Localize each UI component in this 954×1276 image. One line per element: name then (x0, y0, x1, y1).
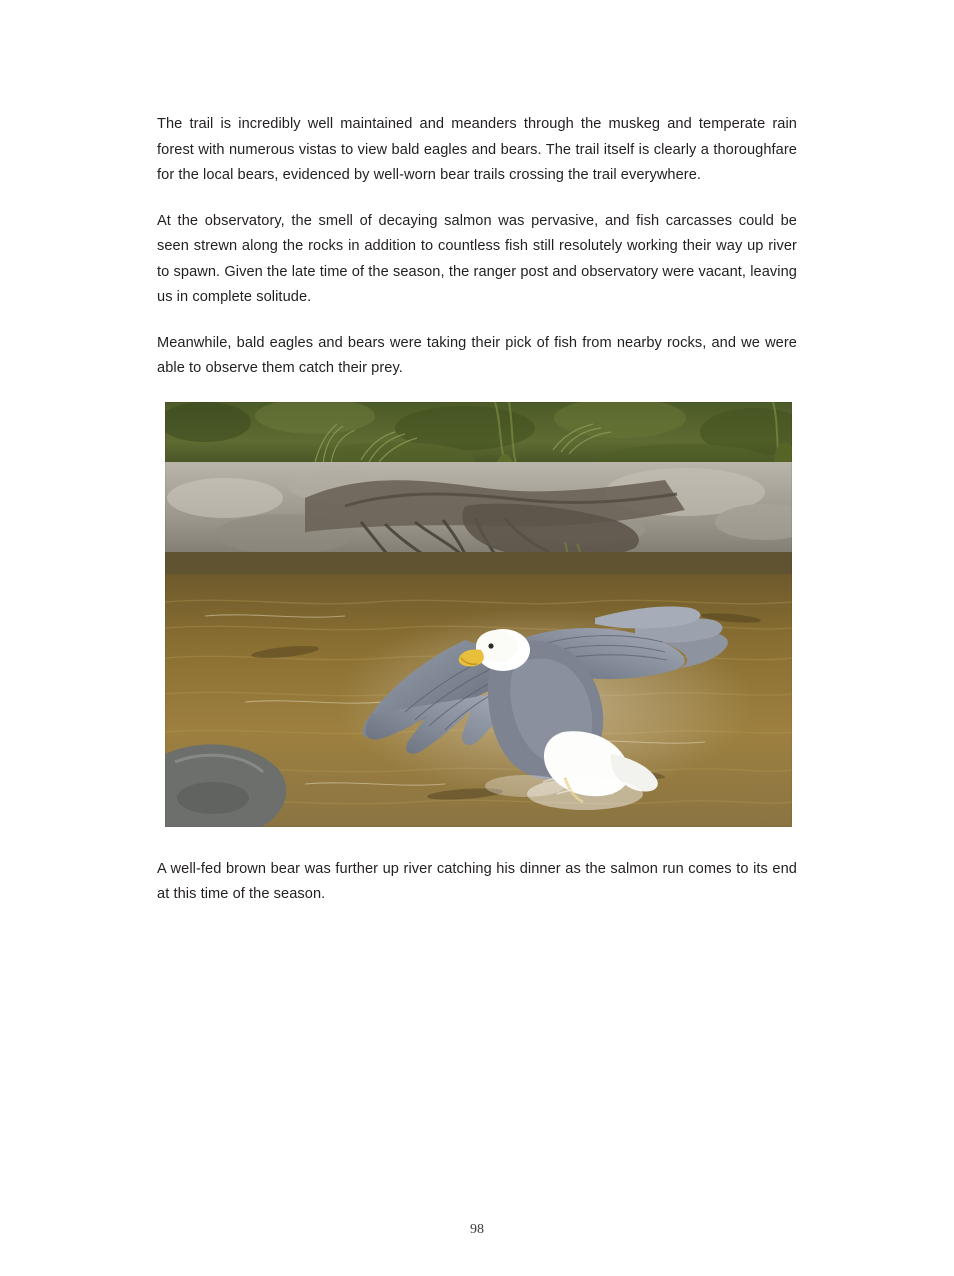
page-number: 98 (470, 1222, 484, 1237)
paragraph-3: Meanwhile, bald eagles and bears were taking their pick of fish from nearby rocks, and we were able to observe them catch their prey. (157, 334, 797, 376)
paragraph-1: The trail is incredibly well maintained and meanders through the muskeg and temperate rain forest with numerous vistas to view bald eagles and bears. The trail itself is clearly a thoroughfare for the local bears, evidenced by well-worn bear trails crossing the trail everywhere. (157, 116, 797, 183)
paragraph-2: At the observatory, the smell of decaying salmon was pervasive, and fish carcasses could be seen strewn along the rocks in addition to countless fish still resolutely working their way up river to spawn. Given the late time of the season, the ranger post and observatory were vacant, leaving us in complete solitude. (157, 212, 797, 305)
figure-caption: A well-fed brown bear was further up river catching his dinner as the salmon run comes to its end at this time of the season. (157, 860, 797, 902)
eagle-photo-figure (165, 402, 792, 827)
page-content (157, 112, 797, 908)
eagle-photo-image (165, 402, 792, 827)
figure-caption-block (157, 857, 797, 908)
